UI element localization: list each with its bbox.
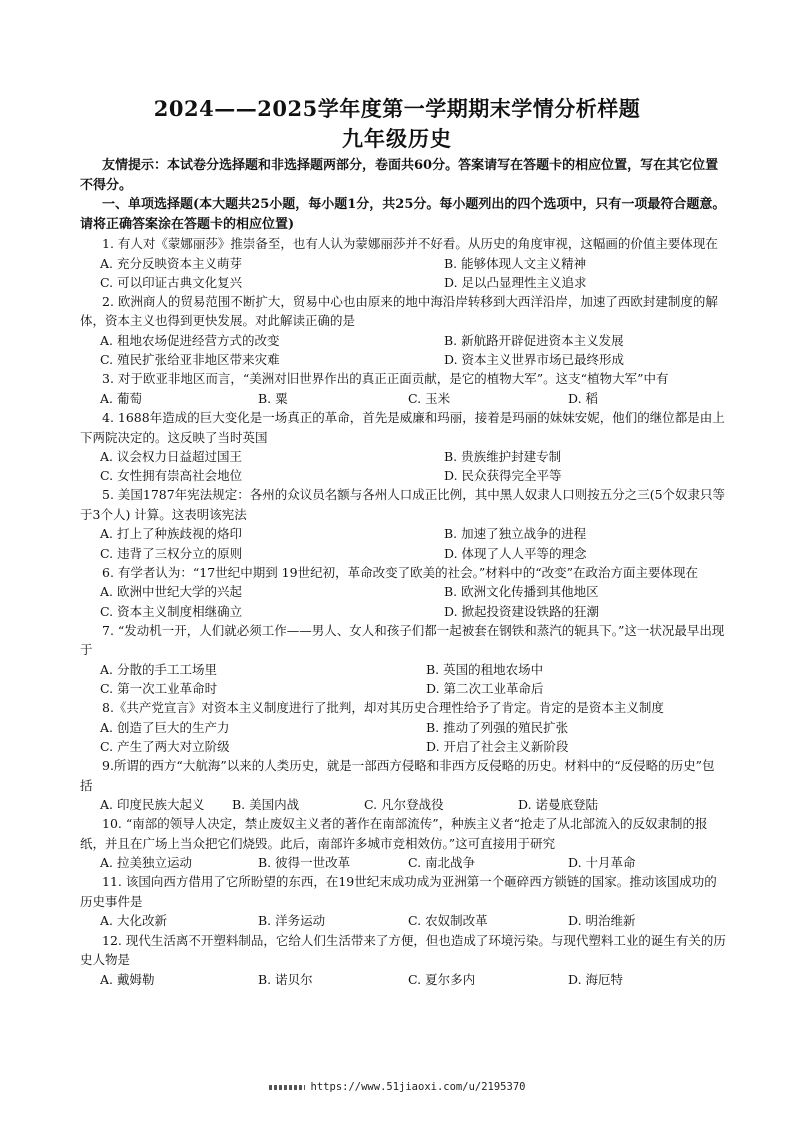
option-d: D. 开启了社会主义新阶段 [426,738,569,754]
options-block [80,853,726,872]
option-b: B. 诺贝尔 [258,971,313,987]
exam-subtitle: 九年级历史 [342,126,452,151]
question-stem: 12. 现代生活离不开塑料制品，它给人们生活带来了方便，但也造成了环境污染。与现代塑料工业的诞生有关的历史人物是 [80,932,726,968]
options-block [80,582,726,620]
option-a: A. 创造了巨大的生产力 [100,719,230,735]
option-b: B. 新航路开辟促进资本主义发展 [444,332,624,348]
option-d: D. 第二次工业革命后 [426,680,544,696]
option-c: C. 农奴制改革 [408,913,488,929]
option-a: A. 大化改新 [100,913,167,929]
option-d: D. 海厄特 [568,971,624,987]
page-footer [0,1081,794,1093]
option-a: A. 议会权力日益超过国王 [100,449,242,465]
option-d: D. 明治维新 [568,913,636,929]
option-a: A. 欧洲中世纪大学的兴起 [100,584,242,600]
option-a: A. 充分反映资本主义萌芽 [100,255,242,271]
option-a: A. 分散的手工工场里 [100,661,217,677]
option-b: B. 美国内战 [232,797,300,813]
option-c: C. 玉米 [408,390,451,406]
option-a: A. 戴姆勒 [100,971,155,987]
question-stem: 1. 有人对《蒙娜丽莎》推崇备至，也有人认为蒙娜丽莎并不好看。从历史的角度审视，这幅画的价值主要体现在 [102,236,718,251]
option-d: D. 资本主义世界市场已最终形成 [444,352,625,368]
options-block [80,331,726,369]
option-d: D. 掀起投资建设铁路的狂潮 [444,603,600,619]
option-b: B. 能够体现人文主义精神 [444,255,587,271]
question-stem: 7. “发动机一开，人们就必须工作——男人、女人和孩子们都一起被套在钢铁和蒸汽的轭具下。”这一状况最早出现于 [80,622,725,658]
option-c: C. 资本主义制度相继确立 [100,603,243,619]
option-b: B. 推动了列强的殖民扩张 [426,719,569,735]
options-block [80,254,726,292]
options-block [80,795,726,814]
question-stem: 10. “南部的领导人决定，禁止废奴主义者的著作在南部流传”，种族主义者“抢走了从北部流入的反奴隶制的报纸，并且在广场上当众把它们烧毁。此后，南部许多城市竞相效仿。”这可直接用于研究 [80,816,708,851]
option-d: D. 体现了人人平等的理念 [444,545,587,561]
options-block [80,970,726,989]
section-heading: 一、单项选择题(本大题共25小题，每小题1分，共25分。每小题列出的四个选项中，只有一项最符合题意。请将正确答案涂在答题卡的相应位置) [80,197,726,232]
option-a: A. 印度民族大起义 [100,797,205,813]
exam-title: 2024——2025学年度第一学期期末学情分析样题 [153,96,641,121]
options-block [80,524,726,562]
footer-url[interactable]: https://www.51jiaoxi.com/u/2195370 [310,1081,526,1093]
options-block [80,911,726,930]
option-c: C. 第一次工业革命时 [100,680,218,696]
question-stem: 4. 1688年造成的巨大变化是一场真正的革命，首先是威廉和玛丽，接着是玛丽的妹妹安妮，他们的继位都是由上下两院决定的。这反映了当时英国 [80,410,725,445]
option-c: C. 殖民扩张给亚非地区带来灾难 [100,352,280,368]
options-block [80,718,726,756]
options-block [80,447,726,485]
options-block [80,389,726,408]
option-d: D. 诺曼底登陆 [518,797,599,813]
option-d: D. 足以凸显理性主义追求 [444,274,587,290]
option-a: A. 租地农场促进经营方式的改变 [100,332,280,348]
options-block [80,660,726,698]
option-d: D. 十月革命 [568,855,636,871]
option-a: A. 拉美独立运动 [100,855,192,871]
option-c: C. 南北战争 [408,855,476,871]
option-c: C. 夏尔多内 [408,971,476,987]
question-stem: 8.《共产党宣言》对资本主义制度进行了批判，却对其历史合理性给予了肯定。肯定的是资本主义制度 [102,700,664,716]
friendly-hint: 友情提示：本试卷分选择题和非选择题两部分，卷面共60分。答案请写在答题卡的相应位置，写在其它位置不得分。 [80,158,719,193]
option-b: B. 欧洲文化传播到其他地区 [444,584,599,600]
question-stem: 5. 美国1787年宪法规定：各州的众议员名额与各州人口成正比例，其中黑人奴隶人口则按五分之三(5个奴隶只等于3个人) 计算。这表明该宪法 [80,487,726,522]
option-b: B. 贵族维护封建专制 [444,449,562,465]
option-c: C. 产生了两大对立阶级 [100,738,230,754]
option-c: C. 违背了三权分立的原则 [100,545,243,561]
option-b: B. 洋务运动 [258,913,326,929]
option-b: B. 英国的租地农场中 [426,661,544,677]
option-a: A. 葡萄 [100,390,142,406]
option-c: C. 可以印证古典文化复兴 [100,274,243,290]
question-stem: 9.所谓的西方“大航海”以来的人类历史，就是一部西方侵略和非西方反侵略的历史。材料中的“反侵略的历史”包括 [80,758,715,793]
exam-body [80,156,726,989]
option-a: A. 打上了种族歧视的烙印 [100,526,242,542]
option-c: C. 女性拥有崇高社会地位 [100,468,243,484]
option-d: D. 稻 [568,390,599,406]
question-stem: 2. 欧洲商人的贸易范围不断扩大，贸易中心也由原来的地中海沿岸转移到大西洋沿岸，加速了西欧封建制度的解体，资本主义也得到更快发展。对此解读正确的是 [80,293,718,329]
question-stem: 11. 该国向西方借用了它所盼望的东西，在19世纪末成功成为亚洲第一个砸碎西方锁链的国家。推动该国成功的历史事件是 [80,874,717,909]
option-b: B. 粟 [258,390,288,406]
question-stem: 6. 有学者认为：“17世纪中期到 19世纪初，革命改变了欧美的社会。”材料中的“改变”在政治方面主要体现在 [102,564,698,580]
watermark-icon [269,1085,305,1090]
option-b: B. 加速了独立战争的进程 [444,526,587,542]
option-c: C. 凡尔登战役 [364,797,444,813]
option-b: B. 彼得一世改革 [258,855,351,871]
question-stem: 3. 对于欧亚非地区而言，“美洲对旧世界作出的真正正面贡献，是它的植物大军”。这支“植物大军”中有 [102,371,669,387]
option-d: D. 民众获得完全平等 [444,468,562,484]
